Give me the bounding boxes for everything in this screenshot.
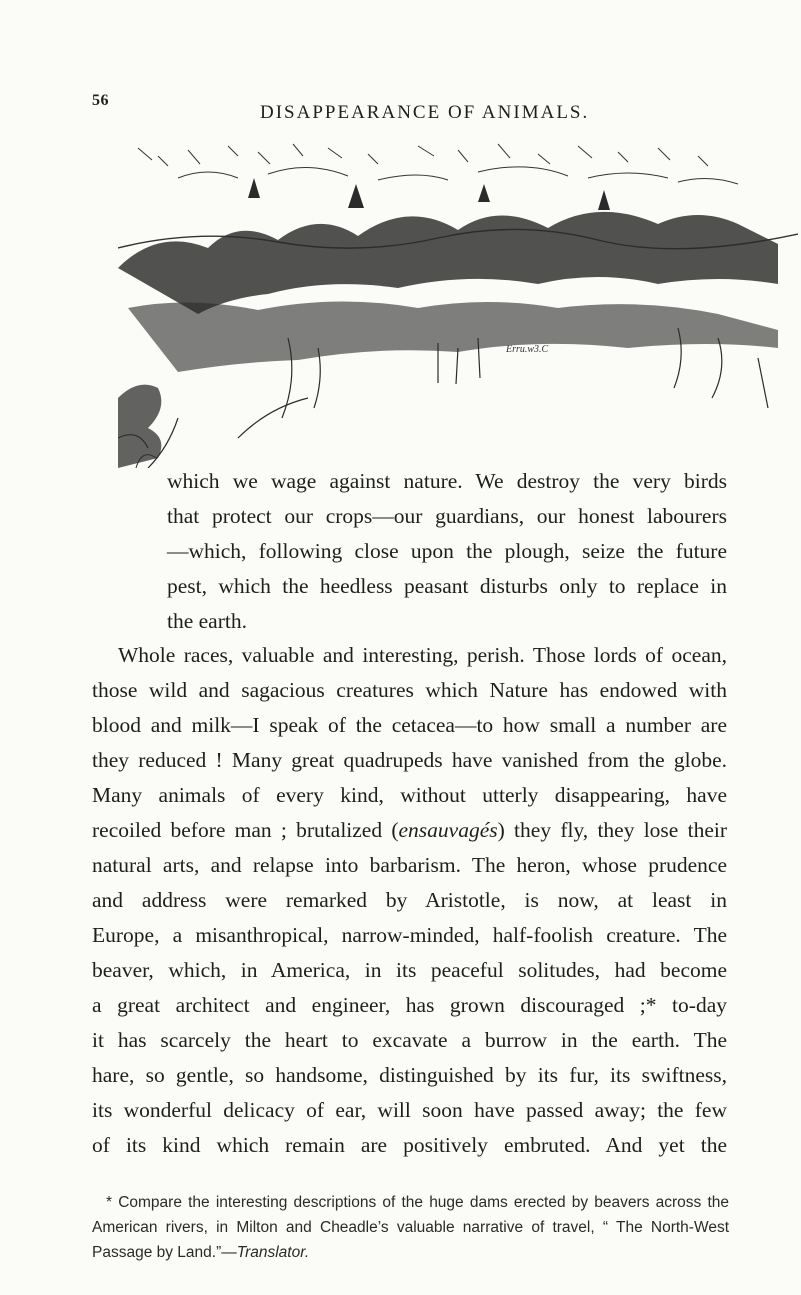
text-line: —which, following close upon the plough, seize the future [167, 539, 727, 563]
foliage [118, 178, 778, 372]
text-line: and address were remarked by Aristotle, is now, at least in [92, 888, 727, 912]
text-line: natural arts, and relapse into barbarism. The heron, whose prudence [92, 853, 727, 877]
text-line: Whole races, valuable and interesting, perish. Those lords of ocean, [118, 643, 727, 667]
text-segment: recoiled before man ; brutalized ( [92, 818, 399, 842]
text-line: its wonderful delicacy of ear, will soon have passed away; the few [92, 1098, 727, 1122]
rain-strokes [138, 144, 738, 184]
text-line: blood and milk—I speak of the cetacea—to how small a number are [92, 713, 727, 737]
text-line: it has scarcely the heart to excavate a burrow in the earth. The [92, 1028, 727, 1052]
italic-term: ensauvagés [398, 818, 498, 842]
indented-text-block [167, 464, 727, 639]
footnote-text: Passage by Land.”— [92, 1244, 237, 1261]
text-line: those wild and sagacious creatures which Nature has endowed with [92, 678, 727, 702]
text-line: beaver, which, in America, in its peaceful solitudes, had become [92, 958, 727, 982]
text-line: pest, which the heedless peasant disturbs only to replace in [167, 574, 727, 598]
footnote [92, 1190, 729, 1265]
margin-vignette [118, 385, 161, 468]
running-title: DISAPPEARANCE OF ANIMALS. [260, 102, 590, 123]
text-line: hare, so gentle, so handsome, distinguished by its fur, its swiftness, [92, 1063, 727, 1087]
engraver-signature: Erru.w3.C [506, 344, 549, 355]
main-text-block [92, 638, 727, 1163]
translator-credit: Translator. [236, 1244, 310, 1261]
text-line [92, 813, 727, 848]
text-segment: ) they fly, they lose their [497, 818, 727, 842]
text-line: of its kind which remain are positively embruted. And yet the [92, 1133, 727, 1157]
text-line: Many animals of every kind, without utterly disappearing, have [92, 783, 727, 807]
landscape-engraving [118, 138, 798, 468]
text-line: Europe, a misanthropical, narrow-minded, half-foolish creature. The [92, 923, 727, 947]
footnote-line: American rivers, in Milton and Cheadle’s valuable narrative of travel, “ The North-West [92, 1219, 729, 1236]
text-line: a great architect and engineer, has grown discouraged ;* to-day [92, 993, 727, 1017]
text-line: which we wage against nature. We destroy the very birds [167, 469, 727, 493]
text-line: the earth. [167, 609, 247, 633]
footnote-line [92, 1240, 729, 1265]
text-line: that protect our crops—our guardians, our honest labourers [167, 504, 727, 528]
footnote-line: * Compare the interesting descriptions of the huge dams erected by beavers across the [106, 1194, 729, 1211]
text-line: they reduced ! Many great quadrupeds have vanished from the globe. [92, 748, 727, 772]
page-number: 56 [92, 92, 109, 109]
